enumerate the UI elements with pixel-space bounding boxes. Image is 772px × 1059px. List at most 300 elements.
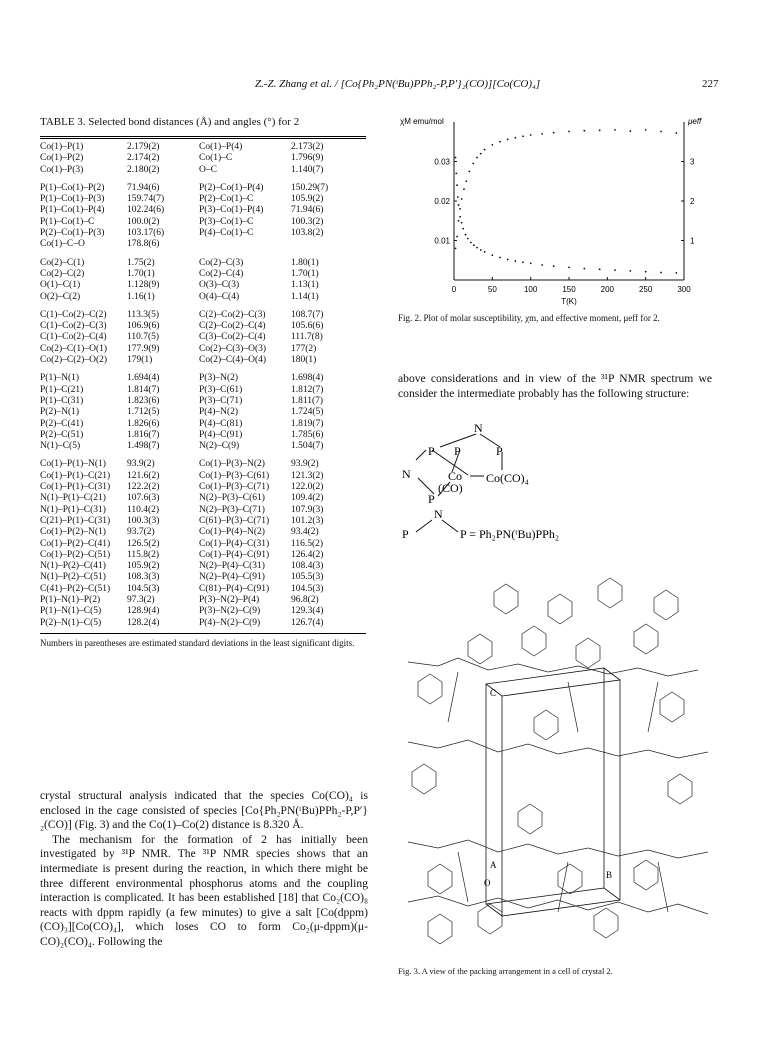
susceptibility-point (484, 251, 486, 253)
bond-value: 1.811(7) (291, 395, 324, 406)
bond-label: P(1)–Co(1)–C (40, 216, 95, 227)
bond-label: N(2)–P(4)–C(91) (199, 572, 265, 583)
bond-label: N(1)–P(1)–C(21) (40, 493, 106, 504)
bond-label: C(81)–P(4)–C(91) (199, 583, 270, 594)
table-row (40, 332, 366, 343)
bond-value: 129.3(4) (291, 606, 324, 617)
bond-value: 1.785(6) (291, 429, 324, 440)
bond-label: Co(1)–P(4)–N(2) (199, 527, 265, 538)
bond-label: Co(1)–P(4)–C(31) (199, 538, 270, 549)
bond-value: 126.7(4) (291, 617, 324, 628)
moment-point (455, 248, 457, 250)
susceptibility-point (480, 249, 482, 251)
bond-value: 1.16(1) (127, 291, 155, 302)
table-row (40, 228, 366, 239)
moment-point (459, 208, 461, 210)
running-head: Z.-Z. Zhang et al. / [Co{Ph₂PN(ᵗBu)PPh₂-P,P′}₂(CO)][Co(CO)₄] (255, 78, 541, 90)
bond-label: Co(1)–P(2) (40, 153, 84, 164)
bond-value: 105.5(3) (291, 572, 324, 583)
bond-label: P(1)–Co(1)–P(2) (40, 182, 105, 193)
table-row (40, 344, 366, 355)
bond-value: 108.3(3) (127, 572, 160, 583)
bond-label: P(2)–C(41) (40, 418, 84, 429)
moment-point (583, 130, 585, 132)
bond-label: N(2)–P(3)–C(61) (199, 493, 265, 504)
p-atom: P (496, 444, 503, 458)
bond-label: N(1)–P(2)–C(41) (40, 561, 106, 572)
table-row (40, 539, 366, 550)
bond-value: 121.3(2) (291, 470, 324, 481)
bond-label: Co(1)–C–O (40, 239, 85, 250)
table-group (40, 307, 366, 370)
bond-label: P(2)–N(1) (40, 407, 80, 418)
bond-label: P(4)–Co(1)–C (199, 228, 254, 239)
susceptibility-point (568, 266, 570, 268)
bond-label: P(2)–C(51) (40, 429, 84, 440)
bond-label: Co(1)–P(1)–C(31) (40, 482, 111, 493)
paragraph: above considerations and in view of the ³¹P NMR spectrum we consider the intermediate probably has the following structure: (398, 372, 712, 400)
table-row (40, 385, 366, 396)
bond-value: 105.9(2) (127, 561, 160, 572)
bond-value: 105.9(2) (291, 194, 324, 205)
bond-label: P(1)–C(31) (40, 395, 84, 406)
susceptibility-point (645, 271, 647, 273)
susceptibility-point (459, 216, 461, 218)
cell-axis-label: C (490, 688, 497, 698)
susceptibility-point (455, 172, 457, 174)
bond-value: 1.796(9) (291, 153, 324, 164)
bond-label: Co(1)–P(1)–C(21) (40, 470, 111, 481)
bond-label: Co(1)–P(2)–C(41) (40, 538, 111, 549)
bond-value: 121.6(2) (127, 470, 160, 481)
moment-point (468, 170, 470, 172)
bond-label: P(3)–Co(1)–P(4) (199, 205, 264, 216)
bond-value: 71.94(6) (291, 205, 324, 216)
table-row (40, 527, 366, 538)
bond-value: 104.5(3) (127, 583, 160, 594)
moment-point (480, 153, 482, 155)
bond-label: C(2)–Co(2)–C(3) (199, 309, 266, 320)
bond-value: 93.9(2) (291, 459, 319, 470)
bond-label (199, 239, 291, 250)
bond-value: 1.80(1) (291, 257, 319, 268)
bond-label: Co(1)–P(4) (199, 142, 243, 152)
bond-value: 102.24(6) (127, 205, 165, 216)
table-row (40, 561, 366, 572)
bond-label: O(2)–C(2) (40, 291, 81, 302)
y2-tick-label: 3 (690, 157, 695, 167)
bond-value: 96.8(2) (291, 594, 319, 605)
y2-tick-label: 1 (690, 236, 695, 246)
susceptibility-point (499, 257, 501, 259)
bond-label: P(4)–C(81) (199, 418, 243, 429)
bond-value: 111.7(8) (291, 332, 323, 343)
x-tick-label: 150 (562, 285, 576, 294)
susceptibility-point (553, 265, 555, 267)
bond-value: 180(1) (291, 355, 317, 366)
table-caption: TABLE 3. Selected bond distances (Å) and angles (°) for 2 (40, 116, 300, 128)
intermediate-structure-diagram (398, 420, 718, 560)
bond-value: 1.698(4) (291, 373, 324, 384)
table-row (40, 280, 366, 291)
table-row (40, 194, 366, 205)
bond-value: 1.826(6) (127, 418, 160, 429)
susceptibility-point (467, 238, 469, 240)
moment-point (553, 132, 555, 134)
bond-value: 108.7(7) (291, 309, 324, 320)
bond-value: 108.4(3) (291, 561, 324, 572)
bond-value: 122.0(2) (291, 482, 324, 493)
bond-label: O–C (199, 164, 217, 175)
bond-value: 2.179(2) (127, 142, 160, 152)
packing-diagram (398, 572, 718, 962)
susceptibility-point (491, 254, 493, 256)
bond-label: P(1)–Co(1)–P(4) (40, 205, 105, 216)
bond-value: 93.9(2) (127, 459, 155, 470)
bond-value: 2.174(2) (127, 153, 160, 164)
x-tick-label: 0 (451, 285, 457, 294)
bond-label: P(1)–N(1)–P(2) (40, 594, 101, 605)
bond-label: C(41)–P(2)–C(51) (40, 583, 111, 594)
bond-label: P(3)–N(2)–P(4) (199, 594, 260, 605)
table-row (40, 482, 366, 493)
bond-label: Co(1)–P(4)–C(91) (199, 549, 270, 560)
table-row (40, 419, 366, 430)
bond-label: N(1)–P(2)–C(51) (40, 572, 106, 583)
bond-value: 107.9(3) (291, 504, 324, 515)
bond-value: 116.5(2) (291, 538, 324, 549)
bond-value: 1.75(2) (127, 257, 155, 268)
bond-value: 100.0(2) (127, 216, 160, 227)
table-group (40, 139, 366, 180)
bond-value: 97.3(2) (127, 594, 155, 605)
bond-value: 2.180(2) (127, 164, 160, 175)
moment-point (507, 138, 509, 140)
bond-label: Co(1)–P(3)–N(2) (199, 459, 265, 470)
bond-value: 178.8(6) (127, 239, 160, 250)
bond-value: 103.17(6) (127, 228, 165, 239)
table-row (40, 239, 366, 250)
bond-label: P(4)–C(91) (199, 429, 243, 440)
moment-point (461, 198, 463, 200)
bond-value: 1.14(1) (291, 291, 319, 302)
table-row (40, 493, 366, 504)
susceptibility-point (473, 244, 475, 246)
susceptibility-point (614, 269, 616, 271)
bond-label: Co(2)–C(4) (199, 268, 244, 279)
bond-label: C(2)–Co(2)–C(4) (199, 321, 266, 332)
bond-value: 1.13(1) (291, 280, 319, 291)
bond-value: 1.819(7) (291, 418, 324, 429)
figure-3-caption: Fig. 3. A view of the packing arrangement in a cell of crystal 2. (398, 966, 613, 976)
table-row (40, 618, 366, 629)
p-atom: P (454, 444, 461, 458)
moment-point (463, 188, 465, 190)
moment-point (645, 129, 647, 131)
bond-label: Co(1)–P(1) (40, 142, 84, 152)
bond-label: P(2)–N(1)–C(5) (40, 617, 102, 628)
paragraph: The mechanism for the formation of 2 has initially been investigated by ³¹P NMR. The ³¹P NMR species shows that an intermediate is present during the reaction, in which there might be three different environmental phosphorus atoms and the coupling interaction is complicated. It has been established [18] that Co₂(CO)₈ reacts with dppm rapidly (a few minutes) to give a salt [Co(dppm)(CO)₃][Co(CO)₄], which loses CO to form Co₂(μ-dppm)(μ-CO)₂(CO)₄. Following the (40, 832, 368, 948)
table-row (40, 153, 366, 164)
table-row (40, 396, 366, 407)
susceptibility-point (675, 272, 677, 274)
cobalt-tetracarbonyl: Co(CO)₄ (486, 471, 529, 485)
bond-label: P(3)–N(2)–C(9) (199, 606, 261, 617)
bond-label: P(4)–N(2) (199, 407, 239, 418)
table-row (40, 471, 366, 482)
bond-value: 1.70(1) (291, 268, 319, 279)
bond-value: 2.173(2) (291, 142, 324, 152)
susceptibility-point (458, 204, 460, 206)
bond-value: 177(2) (291, 343, 317, 354)
table-row (40, 430, 366, 441)
table-row (40, 292, 366, 303)
table-row (40, 355, 366, 366)
bond-value: 100.3(2) (291, 216, 324, 227)
bond-value: 93.4(2) (291, 527, 319, 538)
bond-label: Co(1)–P(3) (40, 164, 84, 175)
table-row (40, 595, 366, 606)
left-body-text (40, 789, 368, 950)
bond-value: 126.4(2) (291, 549, 324, 560)
bond-label: O(3)–C(3) (199, 280, 240, 291)
y-tick-label: 0.03 (434, 157, 450, 167)
bond-label: N(2)–P(3)–C(71) (199, 504, 265, 515)
bond-label: Co(2)–C(1) (40, 257, 85, 268)
susceptibility-point (470, 242, 472, 244)
bond-value: 115.8(2) (127, 549, 160, 560)
bond-value: 109.4(2) (291, 493, 324, 504)
bond-value: 105.6(6) (291, 321, 324, 332)
susceptibility-point (457, 196, 459, 198)
moment-point (491, 144, 493, 146)
table-row (40, 407, 366, 418)
moment-point (456, 236, 458, 238)
bond-label: P(3)–C(61) (199, 384, 243, 395)
moment-point (499, 141, 501, 143)
moment-point (599, 129, 601, 131)
susceptibility-point (629, 270, 631, 272)
moment-point (522, 135, 524, 137)
bond-table (40, 136, 366, 649)
bond-label: P(1)–N(1) (40, 373, 80, 384)
table-footnote: Numbers in parentheses are estimated standard deviations in the least significant digits. (40, 637, 355, 648)
bond-label: N(2)–P(4)–C(31) (199, 561, 265, 572)
bond-value: 104.5(3) (291, 583, 324, 594)
bond-label: Co(1)–C (199, 153, 233, 164)
bond-label: Co(1)–P(1)–N(1) (40, 459, 106, 470)
bond-label: Co(2)–C(3) (199, 257, 244, 268)
bond-label: P(2)–Co(1)–P(3) (40, 228, 105, 239)
y2-tick-label: 2 (690, 197, 695, 206)
susceptibility-chart (398, 112, 706, 312)
table-row (40, 441, 366, 452)
bond-value: 106.9(6) (127, 321, 160, 332)
susceptibility-point (507, 259, 509, 261)
carbonyl-ligand: (CO) (438, 481, 463, 495)
bond-value: 126.5(2) (127, 538, 160, 549)
table-row (40, 373, 366, 384)
bond-label: Co(2)–C(3)–O(3) (199, 343, 267, 354)
table-row (40, 269, 366, 280)
bond-value: 110.4(2) (127, 504, 160, 515)
y-tick-label: 0.02 (434, 197, 450, 206)
bond-value: 107.6(3) (127, 493, 160, 504)
bond-label: P(3)–N(2) (199, 373, 239, 384)
bond-label: N(2)–C(9) (199, 441, 240, 452)
table-group (40, 180, 366, 255)
susceptibility-point (476, 247, 478, 249)
table-row (40, 205, 366, 216)
bond-label: Co(2)–C(2) (40, 268, 85, 279)
x-tick-label: 300 (677, 285, 691, 294)
p-atom: P (402, 527, 409, 541)
bond-label: O(1)–C(1) (40, 280, 81, 291)
bond-label: O(4)–C(4) (199, 291, 240, 302)
cell-axis-label: B (606, 870, 613, 880)
bond-value: 177.9(9) (127, 343, 160, 354)
table-group (40, 255, 366, 307)
table-row (40, 505, 366, 516)
table-row (40, 165, 366, 176)
moment-point (568, 131, 570, 133)
cell-axis-label: A (490, 860, 497, 870)
table-row (40, 258, 366, 269)
ligand-definition: P = Ph₂PN(ᵗBu)PPh₂ (460, 527, 560, 541)
p-atom: P (428, 444, 435, 458)
table-row (40, 310, 366, 321)
y2-axis-label: μeff (688, 117, 702, 126)
right-body-text (398, 372, 712, 401)
bond-value: 1.498(7) (127, 441, 160, 452)
x-axis-label: T(K) (561, 297, 577, 306)
susceptibility-point (660, 272, 662, 274)
bond-label: P(2)–Co(1)–P(4) (199, 182, 264, 193)
x-tick-label: 50 (487, 285, 497, 294)
bond-value: 1.823(6) (127, 395, 160, 406)
moment-point (458, 220, 460, 222)
bond-label: Co(1)–P(2)–C(51) (40, 549, 111, 560)
bond-value: 103.8(2) (291, 228, 324, 239)
bond-value: 100.3(3) (127, 515, 160, 526)
bond-label: C(21)–P(1)–C(31) (40, 515, 111, 526)
bond-value: 128.2(4) (127, 617, 160, 628)
table-group (40, 456, 366, 632)
table-row (40, 584, 366, 595)
n-atom: N (402, 467, 411, 481)
y-tick-label: 0.01 (434, 236, 450, 246)
bond-label: Co(2)–C(2)–O(2) (40, 355, 108, 366)
co-atom: Co (448, 469, 463, 483)
page-number: 227 (702, 78, 719, 90)
bond-label: Co(2)–C(1)–O(1) (40, 343, 108, 354)
bond-value: 128.9(4) (127, 606, 160, 617)
susceptibility-point (599, 268, 601, 270)
paragraph: crystal structural analysis indicated that the species Co(CO)₄ is enclosed in the cage consisted of species [Co{Ph₂PN(ᵗBu)PPh₂-P,P′}₂(CO)] (Fig. 3) and the Co(1)–Co(2) distance is 8.320 Å. (40, 789, 368, 832)
susceptibility-point (462, 228, 464, 230)
table-row (40, 321, 366, 332)
bond-value: 150.29(7) (291, 182, 329, 193)
bond-label: Co(1)–P(2)–N(1) (40, 527, 106, 538)
bond-value: 179(1) (127, 355, 153, 366)
bond-value: 93.7(2) (127, 527, 155, 538)
bond-label: C(1)–Co(2)–C(2) (40, 309, 107, 320)
table-row (40, 142, 366, 153)
bond-value: 1.724(5) (291, 407, 324, 418)
n-atom: N (474, 421, 483, 435)
susceptibility-point (461, 222, 463, 224)
moment-point (514, 137, 516, 139)
table-row (40, 606, 366, 617)
bond-label: C(1)–Co(2)–C(4) (40, 332, 107, 343)
bond-value: 1.814(7) (127, 384, 160, 395)
bond-value: 71.94(6) (127, 182, 160, 193)
x-tick-label: 250 (638, 285, 653, 294)
bond-value: 1.128(9) (127, 280, 160, 291)
bond-label: P(1)–Co(1)–P(3) (40, 194, 105, 205)
moment-point (472, 163, 474, 165)
bond-value: 1.816(7) (127, 429, 160, 440)
susceptibility-point (456, 184, 458, 186)
susceptibility-point (583, 268, 585, 270)
bond-value: 1.140(7) (291, 164, 324, 175)
table-row (40, 516, 366, 527)
bond-label: P(3)–Co(1)–C (199, 216, 254, 227)
moment-point (484, 149, 486, 151)
bond-label: C(1)–Co(2)–C(3) (40, 321, 107, 332)
bond-value (291, 239, 366, 250)
bond-value: 1.712(5) (127, 407, 160, 418)
moment-point (629, 130, 631, 132)
table-row (40, 459, 366, 470)
bond-label: P(1)–N(1)–C(5) (40, 606, 102, 617)
moment-point (675, 132, 677, 134)
moment-point (614, 129, 616, 131)
bond-value: 159.74(7) (127, 194, 165, 205)
bond-label: Co(1)–P(3)–C(61) (199, 470, 270, 481)
bond-label: P(2)–Co(1)–C (199, 194, 254, 205)
bond-value: 113.3(5) (127, 309, 160, 320)
bond-value: 1.70(1) (127, 268, 155, 279)
table-row (40, 217, 366, 228)
susceptibility-point (530, 263, 532, 265)
bond-value: 1.812(7) (291, 384, 324, 395)
bond-label: P(4)–N(2)–C(9) (199, 617, 261, 628)
bond-value: 1.504(7) (291, 441, 324, 452)
susceptibility-point (465, 234, 467, 236)
susceptibility-point (514, 260, 516, 262)
moment-point (465, 180, 467, 182)
bond-value: 110.7(5) (127, 332, 160, 343)
bond-label: Co(1)–P(3)–C(71) (199, 482, 270, 493)
x-tick-label: 100 (523, 285, 538, 294)
table-row (40, 572, 366, 583)
table-row (40, 550, 366, 561)
bond-label: P(1)–C(21) (40, 384, 84, 395)
susceptibility-point (541, 264, 543, 266)
p-atom: P (428, 492, 435, 506)
susceptibility-point (522, 261, 524, 263)
table-group (40, 370, 366, 456)
cell-origin-label: O (484, 878, 491, 888)
bond-label: Co(2)–C(4)–O(4) (199, 355, 267, 366)
bond-label: C(61)–P(3)–C(71) (199, 515, 270, 526)
y-axis-label: χM emu/mol (400, 117, 444, 126)
moment-point (530, 134, 532, 136)
bond-label: N(1)–C(5) (40, 441, 81, 452)
bond-value: 122.2(2) (127, 482, 160, 493)
bond-label: P(3)–C(71) (199, 395, 243, 406)
